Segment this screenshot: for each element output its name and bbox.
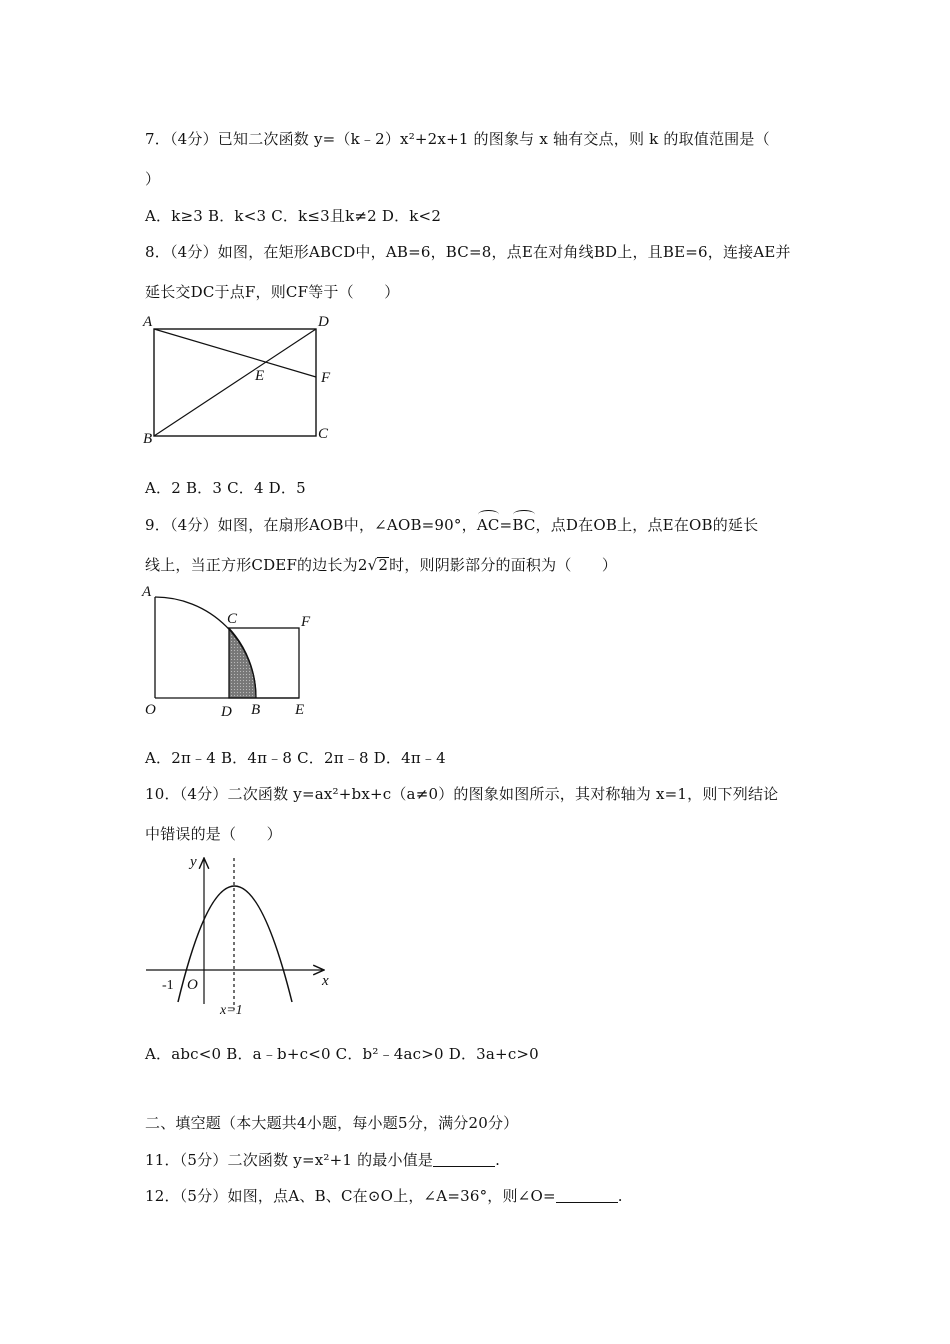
q10-parabola-figure bbox=[140, 852, 340, 1022]
sqrt-sign: √ bbox=[367, 556, 378, 574]
q9-line1-a: 9．（4分）如图，在扇形AOB中，∠AOB=90°， bbox=[145, 516, 477, 534]
label-f: F bbox=[301, 614, 311, 630]
label-d: D bbox=[318, 314, 329, 330]
q12-answer-blank[interactable] bbox=[556, 1188, 618, 1203]
label-d: D bbox=[221, 704, 232, 720]
label-b: B bbox=[143, 431, 153, 447]
label-e: E bbox=[255, 368, 265, 384]
label-b: B bbox=[251, 702, 261, 718]
label-c: C bbox=[227, 611, 238, 627]
q11-text: 11．（5分）二次函数 y=x²+1 的最小值是 bbox=[145, 1151, 434, 1169]
q11 bbox=[145, 1149, 500, 1170]
q8-line1: 8．（4分）如图，在矩形ABCD中，AB=6，BC=8，点E在对角线BD上，且BE=6，连接AE并 bbox=[145, 243, 791, 261]
q7-line2: ） bbox=[145, 170, 161, 188]
q8-options: A．2 B．3 C．4 D．5 bbox=[145, 479, 306, 497]
label-e: E bbox=[295, 702, 305, 718]
section2-heading: 二、填空题（本大题共4小题，每小题5分，满分20分） bbox=[145, 1114, 519, 1132]
q11-end: . bbox=[495, 1151, 501, 1169]
q10-options: A．abc<0 B．a﹣b+c<0 C．b²﹣4ac>0 D．3a+c>0 bbox=[145, 1045, 539, 1063]
line-af bbox=[154, 329, 316, 377]
shaded-region bbox=[229, 628, 256, 698]
q12-text: 12．（5分）如图，点A、B、C在⊙O上，∠A=36°，则∠O= bbox=[145, 1187, 556, 1205]
label-x: x bbox=[322, 973, 329, 989]
q9-line1-b: ，点D在OB上，点E在OB的延长 bbox=[535, 516, 759, 534]
q10-line1: 10．（4分）二次函数 y=ax²+bx+c（a≠0）的图象如图所示，其对称轴为 x=1，则下列结论 bbox=[145, 785, 779, 803]
label-y: y bbox=[190, 854, 197, 870]
diagonal-bd bbox=[154, 329, 316, 436]
q7-line1: 7．（4分）已知二次函数 y=（k﹣2）x²+2x+1 的图象与 x 轴有交点，则 k 的取值范围是（ bbox=[145, 130, 770, 148]
arc-bc: BC bbox=[512, 516, 536, 534]
q9-options: A．2π﹣4 B．4π﹣8 C．2π﹣8 D．4π﹣4 bbox=[145, 749, 446, 767]
label-symmetry: x=1 bbox=[220, 1003, 243, 1018]
q7-options: A．k≥3 B．k<3 C．k≤3且k≠2 D．k<2 bbox=[145, 207, 442, 225]
label-f: F bbox=[321, 370, 331, 386]
q8-rectangle-figure bbox=[140, 310, 340, 450]
label-a: A bbox=[143, 314, 153, 330]
q8-line2: 延长交DC于点F，则CF等于（ ） bbox=[145, 283, 400, 301]
arc-ac: AC bbox=[476, 516, 500, 534]
q11-answer-blank[interactable] bbox=[433, 1152, 495, 1167]
q9-line2-a: 线上，当正方形CDEF的边长为2 bbox=[145, 556, 368, 574]
label-neg1: -1 bbox=[162, 978, 174, 993]
q10-line2: 中错误的是（ ） bbox=[145, 825, 282, 843]
q9-line2-b: 时，则阴影部分的面积为（ ） bbox=[389, 556, 618, 574]
q12-end: . bbox=[617, 1187, 623, 1205]
q12 bbox=[145, 1185, 623, 1206]
q9-line1 bbox=[145, 514, 758, 535]
label-o: O bbox=[145, 702, 156, 718]
label-origin: O bbox=[187, 977, 198, 993]
q9-sector-figure bbox=[140, 583, 340, 723]
label-a: A bbox=[142, 584, 152, 600]
q9-eq: = bbox=[499, 516, 513, 534]
label-c: C bbox=[318, 426, 329, 442]
q9-line2 bbox=[145, 554, 617, 575]
sqrt-radicand: 2 bbox=[378, 556, 389, 574]
